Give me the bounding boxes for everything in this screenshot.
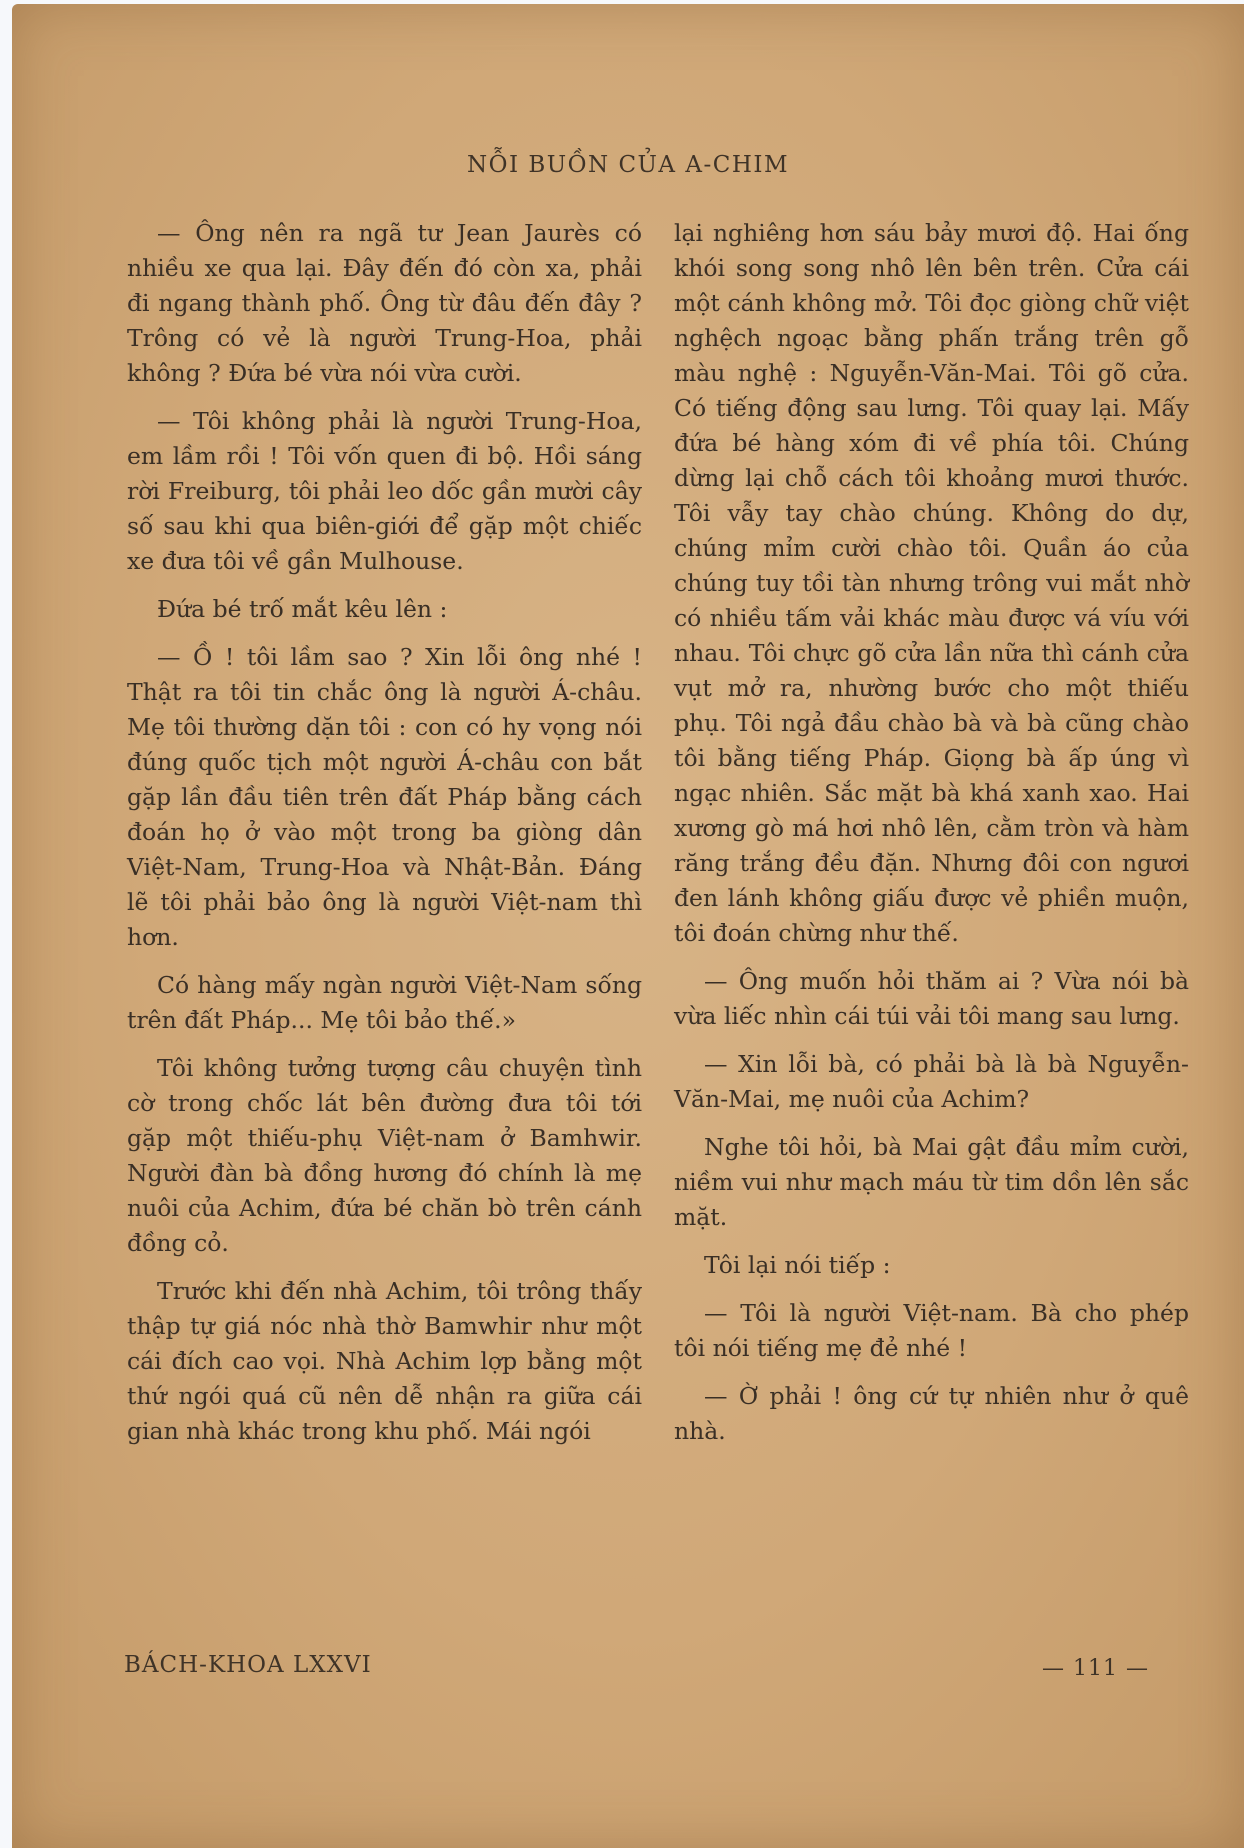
magazine-name: BÁCH-KHOA LXXVI (124, 1652, 372, 1678)
paragraph: — Ờ phải ! ông cứ tự nhiên như ở quê nhà. (674, 1382, 1189, 1445)
paragraph-continued: lại nghiêng hơn sáu bảy mươi độ. Hai ống khói song song nhô lên bên trên. Cửa cái một cánh không mở. Tôi đọc giòng chữ việt nghệch ngoạc bằng phấn trắng trên gỗ màu nghệ : Nguyễn-Văn-Mai. Tôi gõ cửa. Có tiếng động sau lưng. Tôi quay lại. Mấy đứa bé hàng xóm đi về phía tôi. Chúng dừng lại chỗ cách tôi khoảng mươi thước. Tôi vẫy tay chào chúng. Không do dự, chúng mỉm cười chào tôi. Quần áo của chúng tuy tồi tàn nhưng trông vui mắt nhờ có nhiều tấm vải khác màu được vá víu với nhau. Tôi chực gõ cửa lần nữa thì cánh cửa vụt mở ra, nhường bước cho một thiếu phụ. Tôi ngả đầu chào bà và bà cũng chào tôi bằng tiếng Pháp. Giọng bà ấp úng vì ngạc nhiên. Sắc mặt bà khá xanh xao. Hai xương gò má hơi nhô lên, cằm tròn và hàm răng trắng đều đặn. Nhưng đôi con ngươi đen lánh không giấu được vẻ phiền muộn, tôi đoán chừng như thế. (674, 219, 1189, 947)
running-title: NỖI BUỒN CỦA A-CHIM (466, 152, 790, 178)
page-number: — 111 — (1042, 1656, 1149, 1681)
paragraph: — Ông nên ra ngã tư Jean Jaurès có nhiều xe qua lại. Đây đến đó còn xa, phải đi ngang thành phố. Ông từ đâu đến đây ? Trông có vẻ là người Trung-Hoa, phải không ? Đứa bé vừa nói vừa cười. (127, 219, 642, 387)
magazine-page (12, 4, 1244, 1848)
paragraph: — Ồ ! tôi lầm sao ? Xin lỗi ông nhé ! Thật ra tôi tin chắc ông là người Á-châu. Mẹ tôi thường dặn tôi : con có hy vọng nói đúng quốc tịch một người Á-châu con bắt gặp lần đầu tiên trên đất Pháp bằng cách đoán họ ở vào một trong ba giòng dân Việt-Nam, Trung-Hoa và Nhật-Bản. Đáng lẽ tôi phải bảo ông là người Việt-nam thì hơn. (127, 643, 642, 951)
paragraph: Tôi lại nói tiếp : (704, 1251, 891, 1279)
paragraph: — Xin lỗi bà, có phải bà là bà Nguyễn-Văn-Mai, mẹ nuôi của Achim? (674, 1050, 1189, 1113)
paragraph: Nghe tôi hỏi, bà Mai gật đầu mỉm cười, niềm vui như mạch máu từ tim dồn lên sắc mặt. (674, 1133, 1189, 1231)
paragraph: — Tôi là người Việt-nam. Bà cho phép tôi nói tiếng mẹ đẻ nhé ! (674, 1299, 1189, 1362)
paragraph: — Ông muốn hỏi thăm ai ? Vừa nói bà vừa liếc nhìn cái túi vải tôi mang sau lưng. (674, 967, 1189, 1030)
paragraph: Tôi không tưởng tượng câu chuyện tình cờ trong chốc lát bên đường đưa tôi tới gặp một thiếu-phụ Việt-nam ở Bamhwir. Người đàn bà đồng hương đó chính là mẹ nuôi của Achim, đứa bé chăn bò trên cánh đồng cỏ. (127, 1054, 642, 1257)
right-column (674, 216, 1189, 1462)
paragraph: — Tôi không phải là người Trung-Hoa, em lầm rồi ! Tôi vốn quen đi bộ. Hồi sáng rời Freiburg, tôi phải leo dốc gần mười cây số sau khi qua biên-giới để gặp một chiếc xe đưa tôi về gần Mulhouse. (127, 407, 642, 575)
paragraph: Có hàng mấy ngàn người Việt-Nam sống trên đất Pháp... Mẹ tôi bảo thế.» (127, 971, 642, 1034)
paragraph: Đứa bé trố mắt kêu lên : (157, 595, 448, 623)
left-column (127, 216, 642, 1462)
paragraph: Trước khi đến nhà Achim, tôi trông thấy thập tự giá nóc nhà thờ Bamwhir như một cái đích cao vọi. Nhà Achim lợp bằng một thứ ngói quá cũ nên dễ nhận ra giữa cái gian nhà khác trong khu phố. Mái ngói (127, 1277, 642, 1445)
